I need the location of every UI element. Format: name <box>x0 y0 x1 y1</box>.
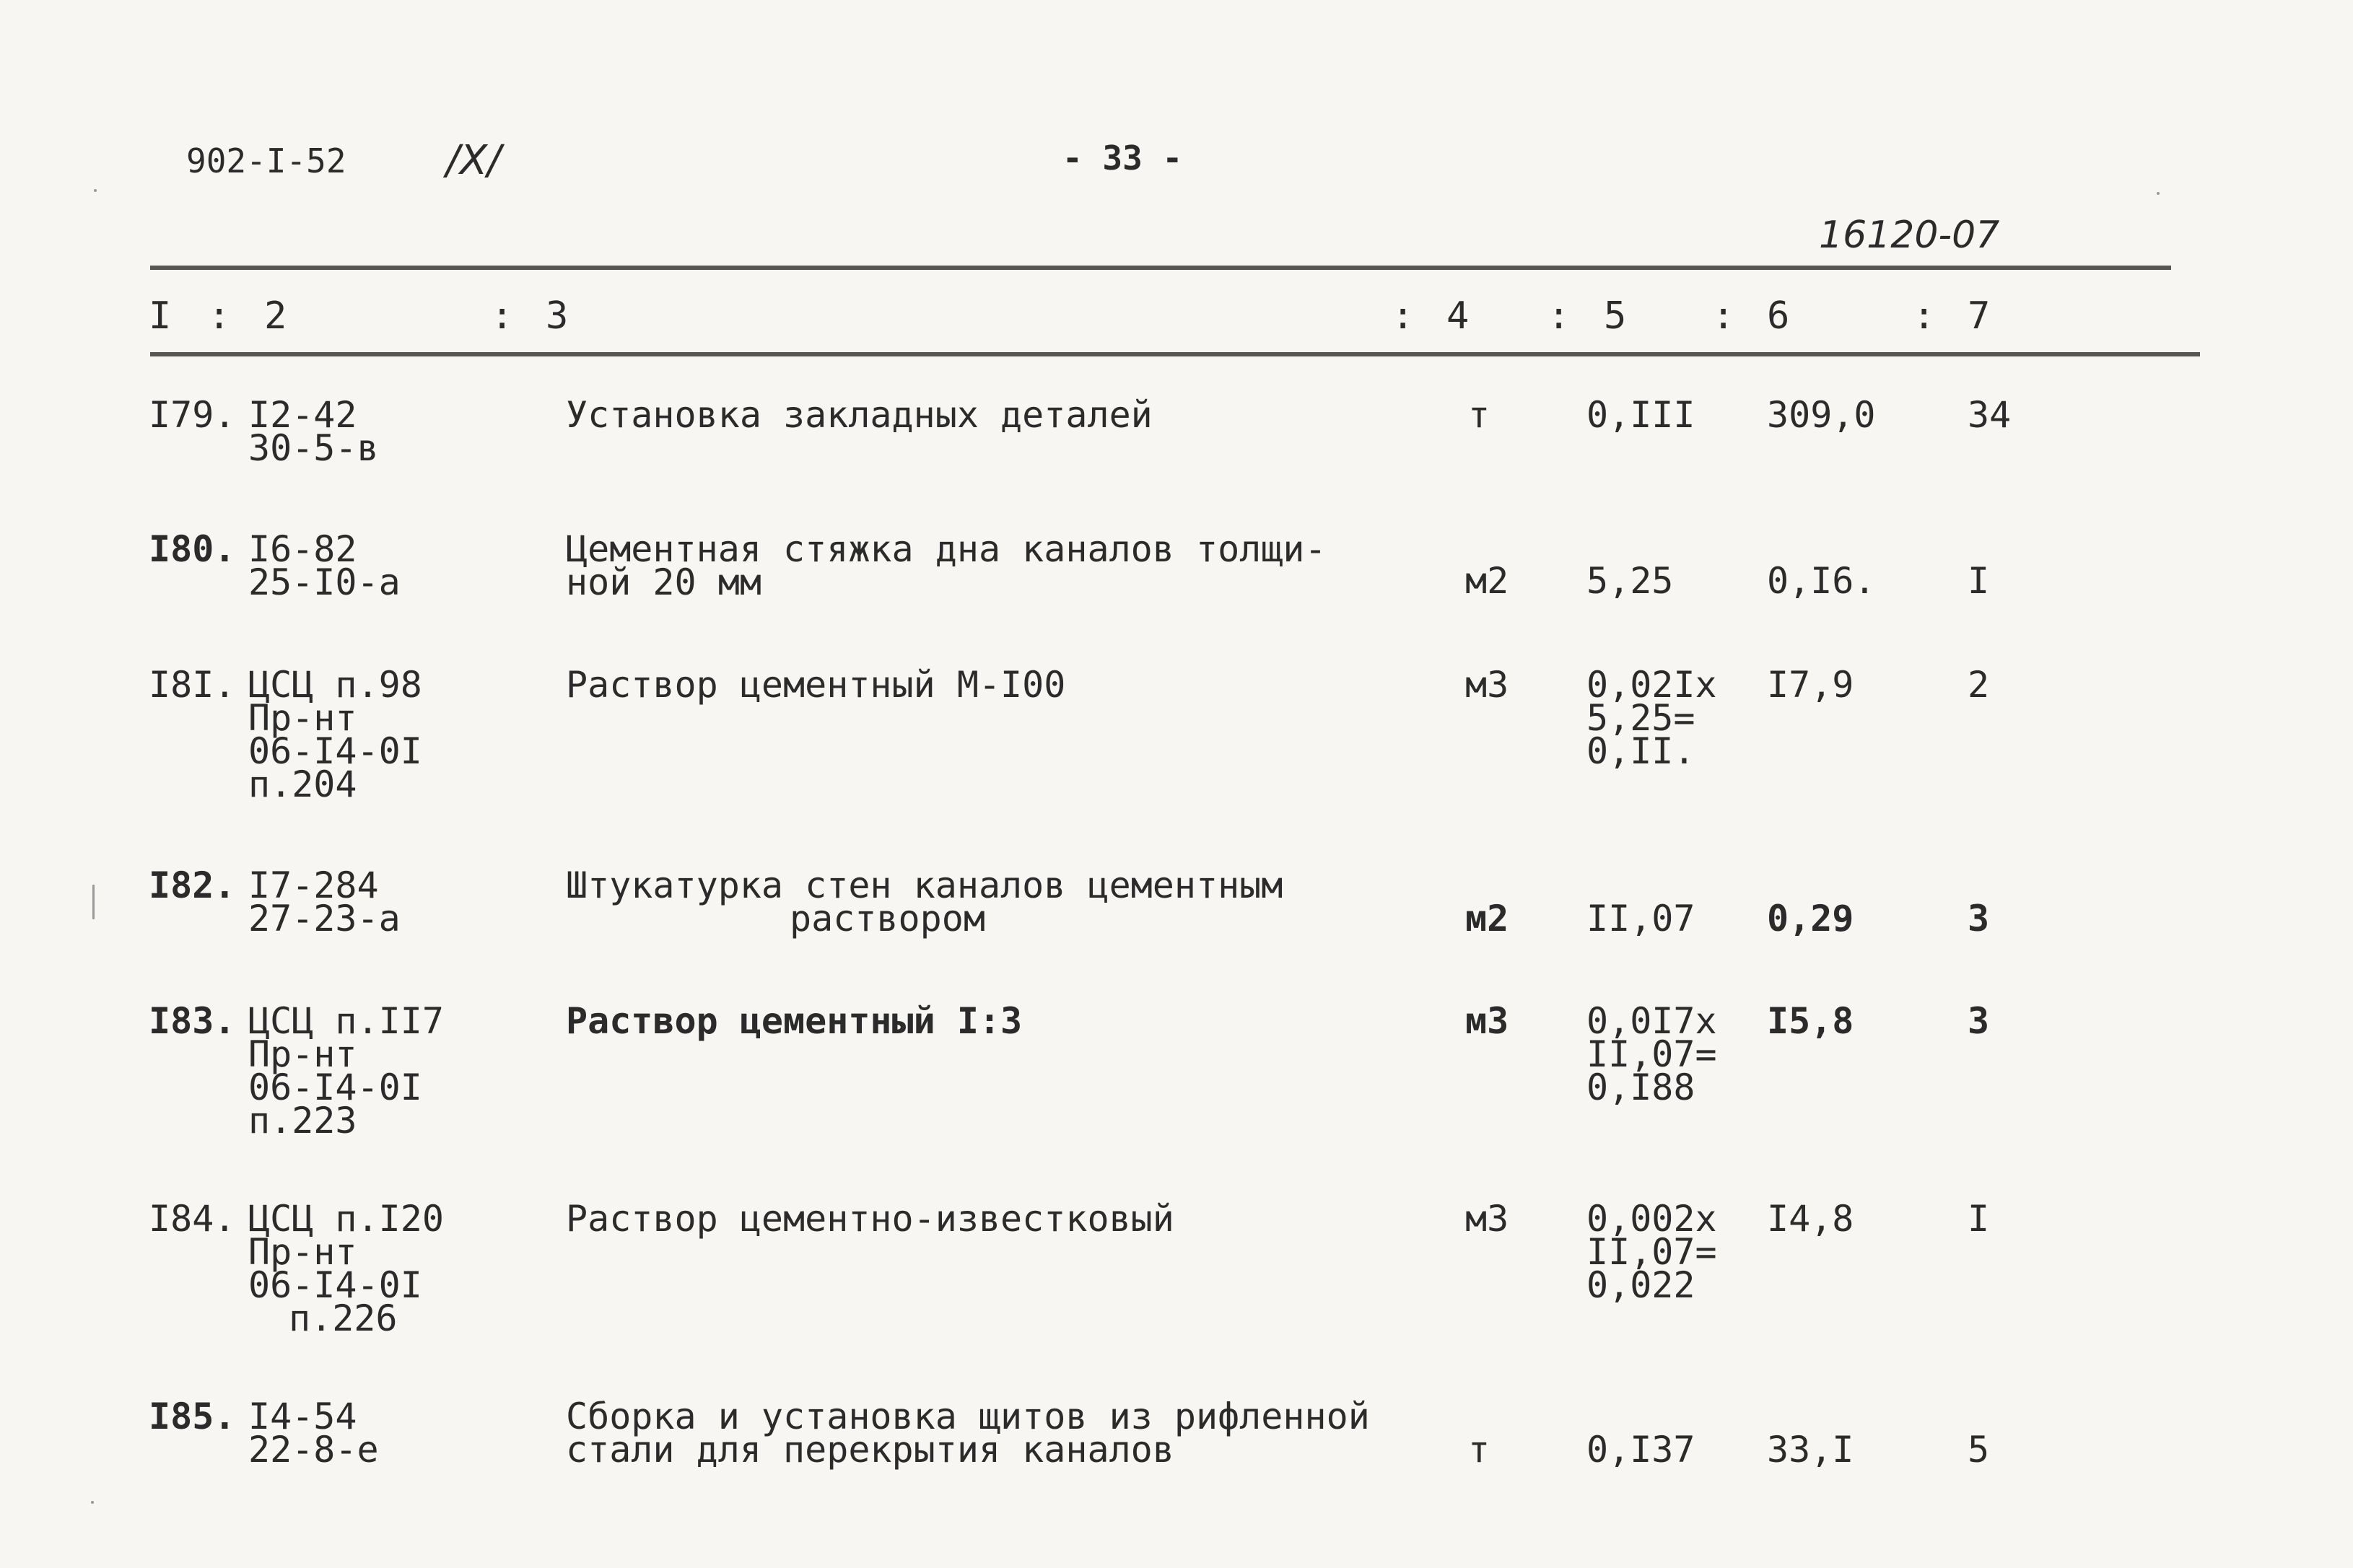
header-rule <box>150 352 2200 356</box>
row-code <box>248 1396 379 1471</box>
row-code <box>248 864 401 940</box>
row-unit: м2 <box>1465 560 1509 602</box>
row-price: I7,9 <box>1767 664 1854 706</box>
row-number: I8I. <box>149 664 236 706</box>
code-line: 30-5-в <box>248 427 379 469</box>
row-price: 0,I6. <box>1767 560 1876 602</box>
row-total: I <box>1968 560 1990 602</box>
archive-number: 16120-07 <box>1819 214 2000 257</box>
code-line: п.226 <box>289 1297 398 1339</box>
row-total: 2 <box>1968 664 1990 706</box>
description-line: ной 20 мм <box>566 561 761 603</box>
row-unit: т <box>1468 394 1490 436</box>
row-code <box>248 664 422 805</box>
column-separator: : <box>1913 294 1936 338</box>
code-line: ЦСЦ п.I20 <box>248 1198 444 1240</box>
column-header: 4 <box>1446 294 1470 338</box>
code-line: 06-I4-0I <box>248 1066 422 1108</box>
row-unit: м3 <box>1465 1000 1509 1042</box>
description-line: Установка закладных деталей <box>566 394 1153 436</box>
column-header: 6 <box>1767 294 1790 338</box>
column-separator: : <box>208 294 231 338</box>
section-mark: /X/ <box>446 137 502 184</box>
quantity-line: II,07 <box>1586 898 1695 940</box>
quantity-line: 0,022 <box>1586 1264 1695 1306</box>
code-line: п.204 <box>248 763 357 805</box>
row-price: I5,8 <box>1767 1000 1854 1042</box>
row-total: 3 <box>1968 898 1990 940</box>
code-line: I2-42 <box>248 394 357 436</box>
row-total: 3 <box>1968 1000 1990 1042</box>
row-description <box>566 1198 1174 1240</box>
row-description <box>566 528 1327 603</box>
quantity-line: 0,III <box>1586 394 1695 436</box>
quantity-line: 0,0I7х <box>1586 1000 1717 1042</box>
row-number: I84. <box>149 1198 236 1240</box>
column-separator: : <box>1712 294 1735 338</box>
row-quantity <box>1586 664 1717 772</box>
quantity-line: 0,I88 <box>1586 1066 1695 1108</box>
row-number: I85. <box>149 1396 236 1437</box>
row-quantity <box>1586 394 1695 436</box>
quantity-line: 0,002х <box>1586 1198 1717 1240</box>
description-line: раствором <box>790 898 985 940</box>
code-line: ЦСЦ п.98 <box>248 664 422 706</box>
row-quantity <box>1586 1198 1717 1306</box>
code-line: I4-54 <box>248 1396 357 1437</box>
row-description <box>566 394 1153 436</box>
code-line: 06-I4-0I <box>248 1264 422 1306</box>
column-separator: : <box>1392 294 1415 338</box>
row-total: I <box>1968 1198 1990 1240</box>
row-total: 5 <box>1968 1429 1990 1471</box>
row-number: I83. <box>149 1000 236 1042</box>
code-line: I7-284 <box>248 864 379 906</box>
row-description <box>566 1396 1370 1471</box>
scan-speck <box>92 885 95 919</box>
quantity-line: 5,25 <box>1586 560 1674 602</box>
code-line: п.223 <box>248 1100 357 1142</box>
quantity-line: 0,II. <box>1586 730 1695 772</box>
row-unit: м2 <box>1465 898 1509 940</box>
row-number: I82. <box>149 864 236 906</box>
row-description <box>566 664 1066 706</box>
row-description <box>566 864 1283 940</box>
column-separator: : <box>1547 294 1571 338</box>
row-quantity <box>1586 1429 1695 1471</box>
column-header: 3 <box>546 294 569 338</box>
description-line: стали для перекрытия каналов <box>566 1429 1174 1471</box>
column-header: 7 <box>1968 294 1991 338</box>
description-line: Раствор цементный I:3 <box>566 1000 1023 1042</box>
code-line: Пр-нт <box>248 697 357 739</box>
code-line: 27-23-а <box>248 898 401 940</box>
row-code <box>248 394 379 469</box>
description-line: Цементная стяжка дна каналов толщи- <box>566 528 1327 570</box>
description-line: Раствор цементный М-I00 <box>566 664 1066 706</box>
top-rule <box>150 266 2171 270</box>
row-price: 0,29 <box>1767 898 1854 940</box>
row-code <box>248 528 401 603</box>
code-line: 25-I0-а <box>248 561 401 603</box>
description-line: Штукатурка стен каналов цементным <box>566 864 1283 906</box>
row-quantity <box>1586 898 1695 940</box>
column-separator: : <box>491 294 514 338</box>
quantity-line: II,07= <box>1586 1231 1717 1273</box>
row-price: 33,I <box>1767 1429 1854 1471</box>
row-description <box>566 1000 1023 1042</box>
code-line: Пр-нт <box>248 1231 357 1273</box>
row-number: I79. <box>149 394 236 436</box>
row-price: I4,8 <box>1767 1198 1854 1240</box>
description-line: Раствор цементно-известковый <box>566 1198 1174 1240</box>
quantity-line: 5,25= <box>1586 697 1695 739</box>
column-header: 2 <box>264 294 287 338</box>
document-code: 902-I-52 <box>186 141 346 180</box>
row-code <box>248 1000 444 1142</box>
scan-speck <box>2157 192 2160 195</box>
row-number: I80. <box>149 528 236 570</box>
row-unit: м3 <box>1465 1198 1509 1240</box>
description-line: Сборка и установка щитов из рифленной <box>566 1396 1370 1437</box>
code-line: ЦСЦ п.II7 <box>248 1000 444 1042</box>
page-number: - 33 - <box>1062 139 1183 178</box>
row-code <box>248 1198 444 1339</box>
scan-speck <box>94 189 97 192</box>
row-quantity <box>1586 560 1674 602</box>
column-header: I <box>149 294 172 338</box>
code-line: 22-8-е <box>248 1429 379 1471</box>
code-line: 06-I4-0I <box>248 730 422 772</box>
row-total: 34 <box>1968 394 2012 436</box>
code-line: I6-82 <box>248 528 357 570</box>
row-unit: м3 <box>1465 664 1509 706</box>
scan-speck <box>91 1501 94 1504</box>
row-price: 309,0 <box>1767 394 1876 436</box>
quantity-line: 0,I37 <box>1586 1429 1695 1471</box>
quantity-line: 0,02Iх <box>1586 664 1717 706</box>
row-quantity <box>1586 1000 1717 1108</box>
column-header: 5 <box>1604 294 1627 338</box>
code-line: Пр-нт <box>248 1033 357 1075</box>
row-unit: т <box>1468 1429 1490 1471</box>
quantity-line: II,07= <box>1586 1033 1717 1075</box>
